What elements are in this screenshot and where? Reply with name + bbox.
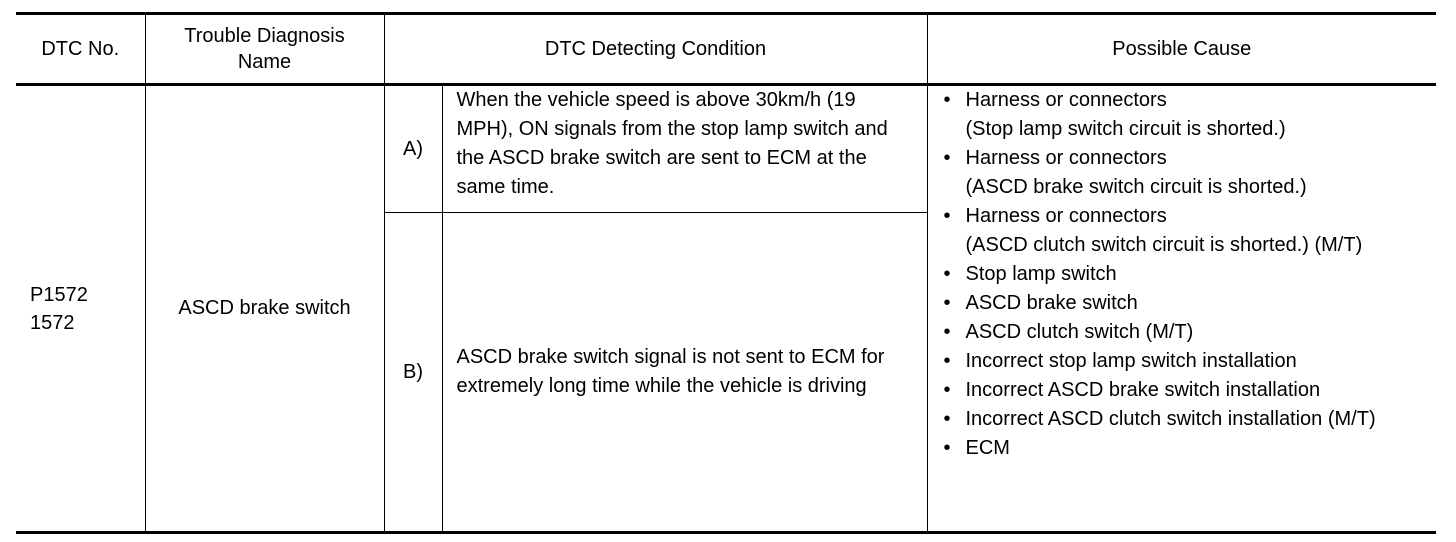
list-item (942, 144, 1423, 202)
dtc-code-cell (16, 85, 145, 533)
condition-label-b: B) (384, 213, 442, 533)
cause-text: Harness or connectors (965, 89, 1167, 111)
list-item (942, 289, 1423, 318)
condition-text-b: ASCD brake switch signal is not sent to ECM for extremely long time while the vehicle is driving (442, 213, 927, 533)
table-row (16, 85, 1436, 213)
bullet-icon: • (943, 89, 951, 111)
cause-text: Incorrect stop lamp switch installation (965, 350, 1297, 372)
list-item (942, 202, 1423, 260)
bullet-icon: • (943, 437, 951, 459)
bullet-icon: • (943, 263, 951, 285)
dtc-table (16, 12, 1436, 534)
cause-text: Incorrect ASCD clutch switch installation (M/T) (965, 408, 1376, 430)
cause-text: Incorrect ASCD brake switch installation (965, 379, 1321, 401)
bullet-icon: • (943, 292, 951, 314)
cause-subtext: (ASCD clutch switch circuit is shorted.) (M/T) (965, 234, 1363, 256)
header-detecting-condition: DTC Detecting Condition (384, 14, 927, 85)
cause-text: ASCD clutch switch (M/T) (965, 321, 1194, 343)
condition-text-a: When the vehicle speed is above 30km/h (19 MPH), ON signals from the stop lamp switch and the ASCD brake switch are sent to ECM at the same time. (442, 85, 927, 213)
cause-text: Stop lamp switch (965, 263, 1117, 285)
bullet-icon: • (943, 350, 951, 372)
bullet-icon: • (943, 205, 951, 227)
bullet-icon: • (943, 321, 951, 343)
list-item (942, 260, 1423, 289)
list-item (942, 405, 1423, 434)
header-dtc-no: DTC No. (16, 14, 145, 85)
cause-text: Harness or connectors (965, 205, 1167, 227)
list-item (942, 86, 1423, 144)
cause-text: Harness or connectors (965, 147, 1167, 169)
possible-cause-cell (927, 85, 1436, 533)
list-item (942, 347, 1423, 376)
cause-text: ASCD brake switch (965, 292, 1138, 314)
condition-label-a: A) (384, 85, 442, 213)
header-trouble-name: Trouble Diagnosis Name (145, 14, 384, 85)
header-possible-cause: Possible Cause (927, 14, 1436, 85)
list-item (942, 376, 1423, 405)
list-item (942, 434, 1423, 463)
cause-subtext: (ASCD brake switch circuit is shorted.) (965, 176, 1307, 198)
bullet-icon: • (943, 379, 951, 401)
cause-subtext: (Stop lamp switch circuit is shorted.) (965, 118, 1286, 140)
bullet-icon: • (943, 147, 951, 169)
cause-text: ECM (965, 437, 1010, 459)
cause-list (942, 86, 1423, 463)
bullet-icon: • (943, 408, 951, 430)
header-row (16, 14, 1436, 85)
dtc-code-secondary: 1572 (30, 311, 75, 334)
list-item (942, 318, 1423, 347)
trouble-name-cell: ASCD brake switch (145, 85, 384, 533)
dtc-code-primary: P1572 (30, 283, 88, 306)
